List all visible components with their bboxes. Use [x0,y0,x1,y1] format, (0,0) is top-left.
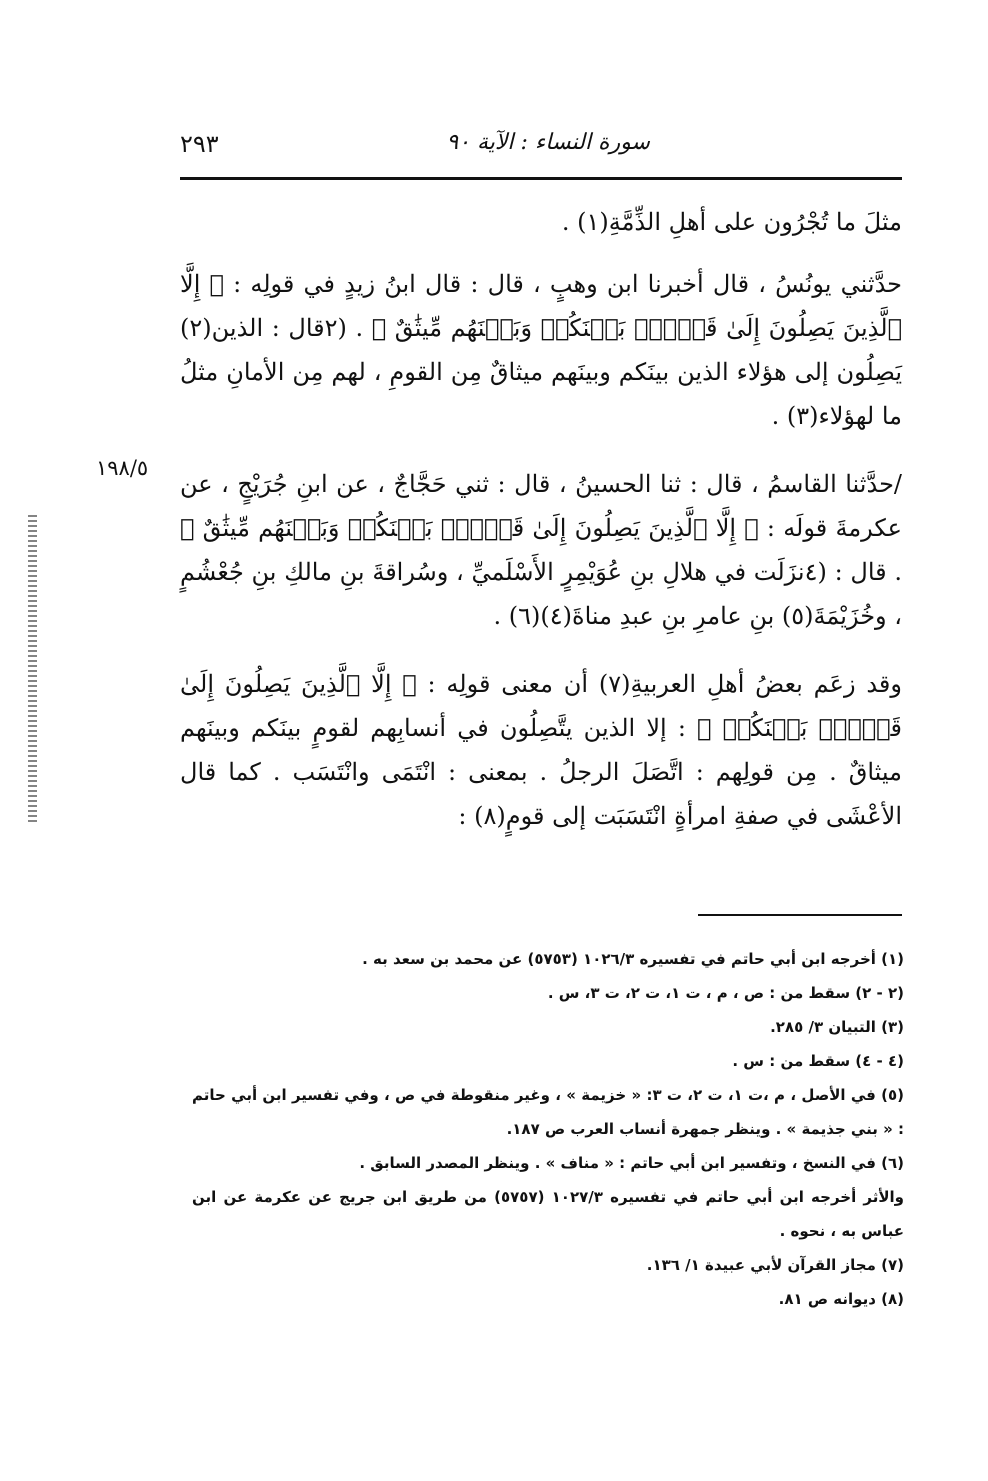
paragraph-4: وقد زعَم بعضُ أهلِ العربيةِ(٧) أن معنى قولِه : ﴿ إِلَّا ٱلَّذِينَ يَصِلُونَ إِلَىٰ قَوۡمِۭ بَيۡنَكُمۡ ﴾ : إلا الذين يتَّصِلُون في أنسابِهم لقومٍ بينَكم وبينَهم ميثاقٌ . مِن قولِهم : اتَّصَلَ الرجلُ . بمعنى : انْتَمَى وانْتَسَب . كما قال الأعْشَى في صفةِ امرأةٍ انْتَسَبَت إلى قومٍ(٨) : [180,670,902,830]
paragraph-2: حدَّثني يونُسُ ، قال أخبرنا ابن وهبٍ ، قال : قال ابنُ زيدٍ في قولِه : ﴿ إِلَّا ٱلَّذِينَ يَصِلُونَ إِلَىٰ قَوۡمِۭ بَيۡنَكُمۡ وَبَيۡنَهُم مِّيثَٰقٌ ﴾ . (٢قال : الذين(٢) يَصِلُون إلى هؤلاء الذين بينَكم وبينَهم ميثاقٌ مِن القومِ ، لهم مِن الأمانِ مثلُ ما لهؤلاء(٣) . [180,270,902,430]
running-title: سورة النساء : الآية ٩٠ [446,130,650,155]
main-text [180,200,902,856]
footnote-separator [698,914,902,916]
scan-edge-mark [28,515,37,825]
footnote-7: (٧) مجاز القرآن لأبي عبيدة ١/ ١٣٦. [646,1256,904,1274]
margin-reference: ١٩٨/٥ [96,456,149,480]
footnote-6-continuation: والأثر أخرجه ابن أبي حاتم في تفسيره ١٠٢٧/٣ (٥٧٥٧) من طريق ابن جريج عن عكرمة عن ابن عباس به ، نحوه . [192,1188,905,1240]
footnote-5: (٥) في الأصل ، م ،ت ١، ت ٢، ت ٣: « خزيمة » ، وغير منقوطة في ص ، وفي تفسير ابن أبي حاتم : « بني جذيمة » . وينظر جمهرة أنساب العرب ص ١٨٧. [192,1086,905,1138]
page-number: ٢٩٣ [180,130,219,158]
paragraph-3: /حدَّثنا القاسمُ ، قال : ثنا الحسينُ ، قال : ثني حَجَّاجٌ ، عن ابنِ جُرَيْجٍ ، عن عكرمةَ قولَه : ﴿ إِلَّا ٱلَّذِينَ يَصِلُونَ إِلَىٰ قَوۡمِۭ بَيۡنَكُمۡ وَبَيۡنَهُم مِّيثَٰقٌ ﴾ . قال : (٤نزَلَت في هلالِ بنِ عُوَيْمِرٍ الأَسْلَميِّ ، وسُراقةَ بنِ مالكِ بنِ جُعْشُمٍ ، وخُزَيْمَةَ(٥) بنِ عامرِ بنِ عبدِ مناةَ(٤)(٦) . [180,470,902,630]
footnotes [192,942,904,1316]
header-rule [180,177,902,180]
page-header [180,122,900,172]
footnote-8: (٨) ديوانه ص ٨١. [778,1290,904,1308]
footnote-6: (٦) في النسخ ، وتفسير ابن أبي حاتم : « مناف » . وينظر المصدر السابق . [359,1154,904,1172]
paragraph-1: مثلَ ما تُجْرُون على أهلِ الذِّمَّةِ(١) . [561,208,902,236]
footnote-4: (٤ - ٤) سقط من : س . [732,1052,904,1070]
footnote-3: (٣) التبيان ٣/ ٢٨٥. [770,1018,904,1036]
footnote-2: (٢ - ٢) سقط من : ص ، م ، ت ١، ت ٢، ت ٣، س . [547,984,904,1002]
footnote-1: (١) أخرجه ابن أبي حاتم في تفسيره ١٠٢٦/٣ (٥٧٥٣) عن محمد بن سعد به . [362,950,904,968]
